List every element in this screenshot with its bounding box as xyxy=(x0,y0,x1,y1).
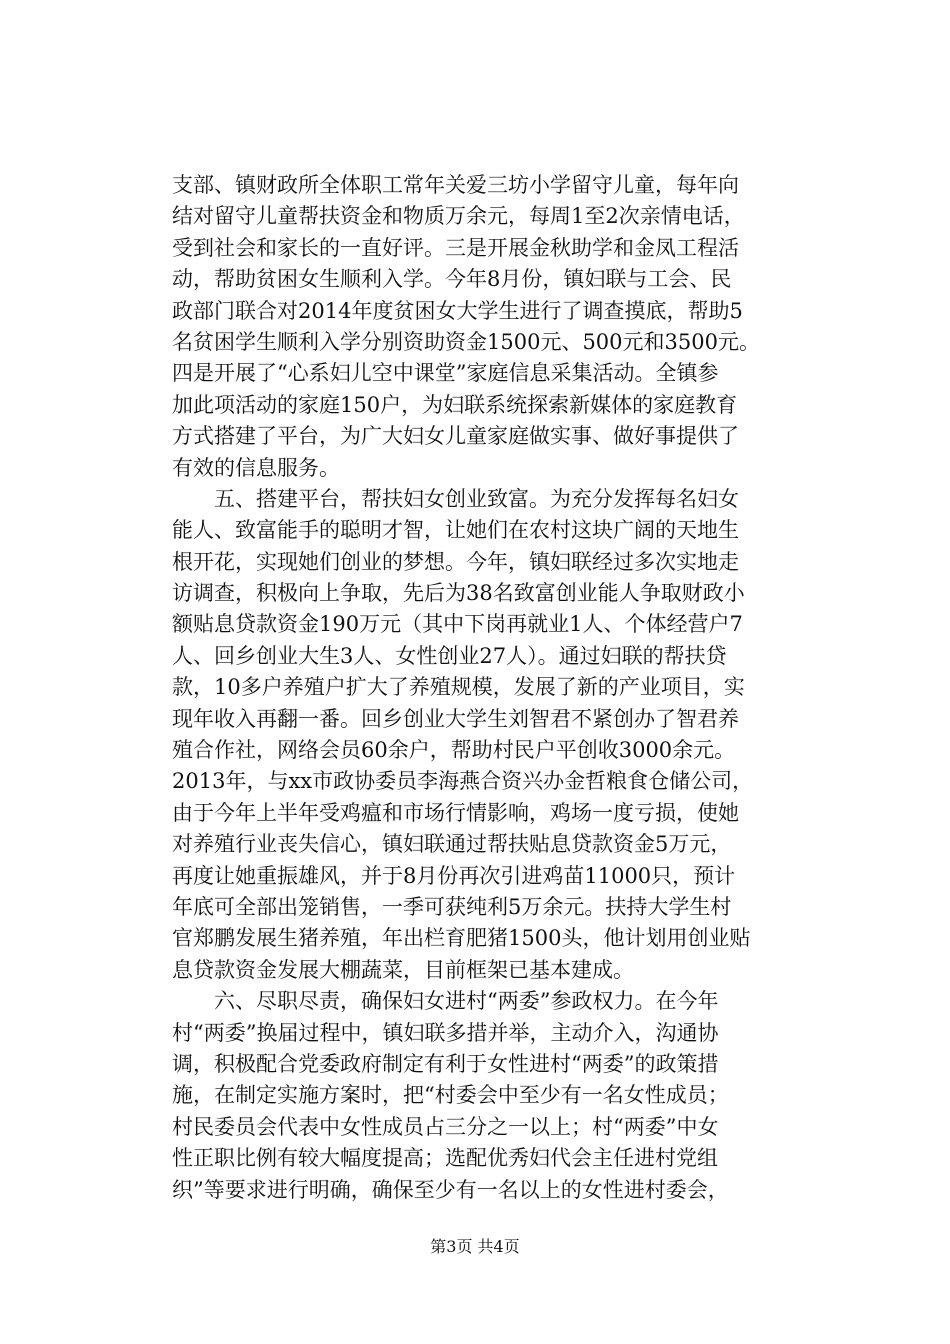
text-line: 四是开展了“心系妇儿空中课堂”家庭信息采集活动。全镇参 xyxy=(172,361,719,386)
text-line: 支部、镇财政所全体职工常年关爱三坊小学留守儿童，每年向 xyxy=(172,173,739,197)
text-line: 政部门联合对2014年度贫困女大学生进行了调查摸底，帮助5 xyxy=(172,298,743,323)
text-line: 再度让她重振雄风，并于8月份再次引进鸡苗11000只，预计 xyxy=(172,863,736,888)
text-line: 息贷款资金发展大棚蔬菜，目前框架已基本建成。 xyxy=(172,957,634,982)
text-line: 额贴息贷款资金190万元（其中下岗再就业1人、个体经营户7 xyxy=(172,612,743,637)
text-line: 织”等要求进行明确，确保至少有一名以上的女性进村委会， xyxy=(172,1177,729,1202)
text-line: 年底可全部出笼销售，一季可获纯利5万余元。扶持大学生村 xyxy=(172,894,732,919)
text-line: 名贫困学生顺利入学分别资助资金1500元、500元和3500元。 xyxy=(172,329,760,354)
text-line: 人、回乡创业大生3人、女性创业27人）。通过妇联的帮扶贷 xyxy=(172,643,727,668)
text-line: 访调查，积极向上争取，先后为38名致富创业能人争取财政小 xyxy=(172,581,745,606)
text-line: 受到社会和家长的一直好评。三是开展金秋助学和金凤工程活 xyxy=(172,235,739,260)
text-line: 殖合作社，网络会员60余户，帮助村民户平创收3000余元。 xyxy=(172,738,736,763)
paragraph-start-line: 五、搭建平台，帮扶妇女创业致富。为充分发挥每名妇女 xyxy=(172,486,739,511)
text-line: 结对留守儿童帮扶资金和物质万余元，每周1至2次亲情电话， xyxy=(172,204,745,229)
text-line: 由于今年上半年受鸡瘟和市场行情影响，鸡场一度亏损，使她 xyxy=(172,800,739,825)
page-number-label: 第3页 共4页 xyxy=(430,1237,520,1256)
text-line: 能人、致富能手的聪明才智，让她们在农村这块广阔的天地生 xyxy=(172,518,739,543)
text-line: 方式搭建了平台，为广大妇女儿童家庭做实事、做好事提供了 xyxy=(172,424,739,449)
text-line: 动，帮助贫困女生顺利入学。今年8月份，镇妇联与工会、民 xyxy=(172,267,732,292)
text-line: 加此项活动的家庭150户，为妇联系统探索新媒体的家庭教育 xyxy=(172,392,738,417)
page-footer xyxy=(0,1237,950,1257)
text-line: 有效的信息服务。 xyxy=(172,455,340,480)
text-line: 现年收入再翻一番。回乡创业大学生刘智君不紧创办了智君养 xyxy=(172,706,739,731)
text-line: 性正职比例有较大幅度提高；选配优秀妇代会主任进村党组 xyxy=(172,1146,718,1171)
text-line: 村民委员会代表中女性成员占三分之一以上；村“两委”中女 xyxy=(172,1114,719,1139)
text-line: 对养殖行业丧失信心，镇妇联通过帮扶贴息贷款资金5万元， xyxy=(172,832,732,857)
text-line: 根开花，实现她们创业的梦想。今年，镇妇联经过多次实地走 xyxy=(172,549,739,574)
text-line: 2013年，与xx市政协委员李海燕合资兴办金哲粮食仓储公司， xyxy=(172,769,754,794)
text-line: 款，10多户养殖户扩大了养殖规模，发展了新的产业项目，实 xyxy=(172,675,745,700)
text-line: 村“两委”换届过程中，镇妇联多措并举，主动介入，沟通协 xyxy=(172,1020,719,1045)
body-text xyxy=(172,170,822,1206)
text-line: 施，在制定实施方案时，把“村委会中至少有一名女性成员； xyxy=(172,1083,729,1108)
text-line: 官郑鹏发展生猪养殖，年出栏育肥猪1500头，他计划用创业贴 xyxy=(172,926,751,951)
paragraph-start-line: 六、尽职尽责，确保妇女进村“两委”参政权力。在今年 xyxy=(172,989,719,1014)
text-line: 调，积极配合党委政府制定有利于女性进村“两委”的政策措 xyxy=(172,1051,719,1076)
